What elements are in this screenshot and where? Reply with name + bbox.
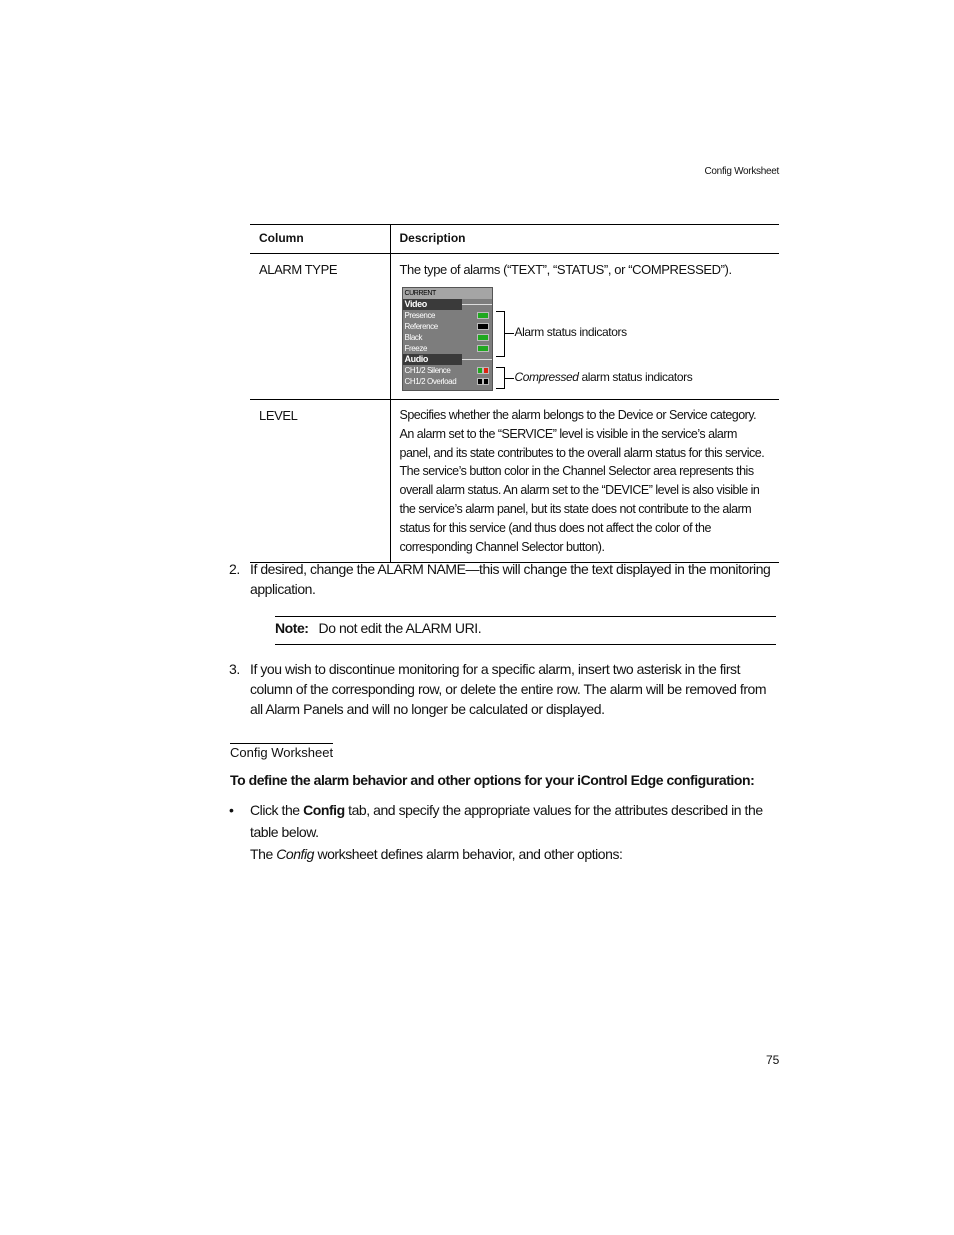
panel-item: [403, 332, 492, 343]
table-header-description: Description: [390, 225, 779, 254]
table-row: [250, 254, 779, 400]
panel-item: [403, 376, 492, 387]
running-header: Config Worksheet: [704, 166, 779, 177]
callout-line: [504, 333, 514, 334]
bullet-text-part: The: [250, 846, 277, 862]
bullet-line-2: [250, 843, 789, 865]
panel-divider: [462, 359, 492, 360]
status-indicator-icon: [477, 323, 489, 330]
alarm-type-description: The type of alarms (“TEXT”, “STATUS”, or “COMPRESSED”).: [399, 262, 732, 277]
panel-item: [403, 321, 492, 332]
panel-item-label: CH1/2 Overload: [404, 377, 457, 386]
bullet-text-part: worksheet defines alarm behavior, and other options:: [314, 846, 623, 862]
status-indicator-icon: [477, 345, 489, 352]
status-indicator-icon: [477, 334, 489, 341]
callout-bracket: [496, 311, 505, 357]
panel-video-header: Video: [403, 299, 462, 310]
table-cell-column: ALARM TYPE: [250, 254, 390, 400]
bullet-text-part: tab, and specify the appropriate values for the attributes described in the table below.: [250, 802, 763, 840]
panel-item-label: CH1/2 Silence: [404, 366, 451, 375]
callout-compressed-em: Compressed: [514, 370, 579, 384]
panel-divider: [462, 304, 492, 305]
compressed-indicator-icon: [483, 378, 489, 385]
status-indicator-icon: [477, 312, 489, 319]
table-header-row: [250, 225, 779, 254]
table-cell-column: LEVEL: [250, 400, 390, 563]
table-cell-description: Specifies whether the alarm belongs to the Device or Service category. An alarm set to the “SERVICE” level is visible in the service’s alarm panel, and its state contributes to the overall alarm status for this service. The service’s button color in the Channel Selector area represents this overall alarm status. An alarm set to the “DEVICE” level is also visible in the service’s alarm panel, but its state does not contribute to the alarm status for this service (and thus does not affect the color of the corresponding Channel Selector button).: [390, 400, 779, 563]
callout-status-indicators: Alarm status indicators: [514, 325, 627, 339]
table-row: [250, 400, 779, 563]
config-tab-name: Config: [303, 802, 345, 818]
column-description-table: [250, 224, 779, 563]
panel-audio-header: Audio: [403, 354, 462, 365]
note-text: Do not edit the ALARM URI.: [318, 620, 482, 636]
step-text: If you wish to discontinue monitoring for a specific alarm, insert two asterisk in the first column of the corresponding row, or delete the entire row. The alarm will be removed from all Alarm Panels and will no longer be calculated or displayed.: [250, 661, 767, 717]
step-number: 3.: [229, 661, 240, 677]
panel-item-label: Reference: [404, 322, 438, 331]
section-title: Config Worksheet: [230, 745, 334, 760]
callout-compressed-rest: alarm status indicators: [578, 370, 693, 384]
panel-item: [403, 310, 492, 321]
alarm-panel-screenshot: [402, 287, 493, 391]
bullet-icon: •: [229, 802, 234, 818]
panel-audio-header-row: [403, 354, 492, 365]
callout-line: [504, 378, 514, 379]
panel-current-label: CURRENT: [403, 288, 492, 299]
panel-item-label: Presence: [404, 311, 436, 320]
table-header-column: Column: [250, 225, 390, 254]
step-3: [229, 659, 782, 719]
panel-item: [403, 343, 492, 354]
bullet-line-1: [250, 799, 789, 843]
panel-item: [403, 365, 492, 376]
bullet-text-part: Click the: [250, 802, 304, 818]
step-text: If desired, change the ALARM NAME—this will change the text displayed in the monitoring application.: [250, 561, 771, 597]
step-2: [229, 559, 782, 599]
bullet-text: [250, 799, 789, 865]
callout-compressed-indicators: [515, 368, 693, 387]
note-box: [275, 616, 776, 645]
panel-item-label: Freeze: [404, 344, 427, 353]
alarm-panel-figure: [400, 283, 771, 393]
note-label: Note:: [275, 620, 309, 636]
config-worksheet-name: Config: [276, 846, 314, 862]
compressed-indicator-icon: [483, 367, 489, 374]
bullet-item: [229, 799, 789, 865]
panel-video-header-row: [403, 299, 492, 310]
page-number: 75: [766, 1053, 780, 1067]
panel-item-label: Black: [404, 333, 423, 342]
table-cell-description: [390, 254, 779, 400]
procedure-heading: To define the alarm behavior and other options for your iControl Edge configuration:: [230, 772, 755, 788]
step-number: 2.: [229, 561, 240, 577]
